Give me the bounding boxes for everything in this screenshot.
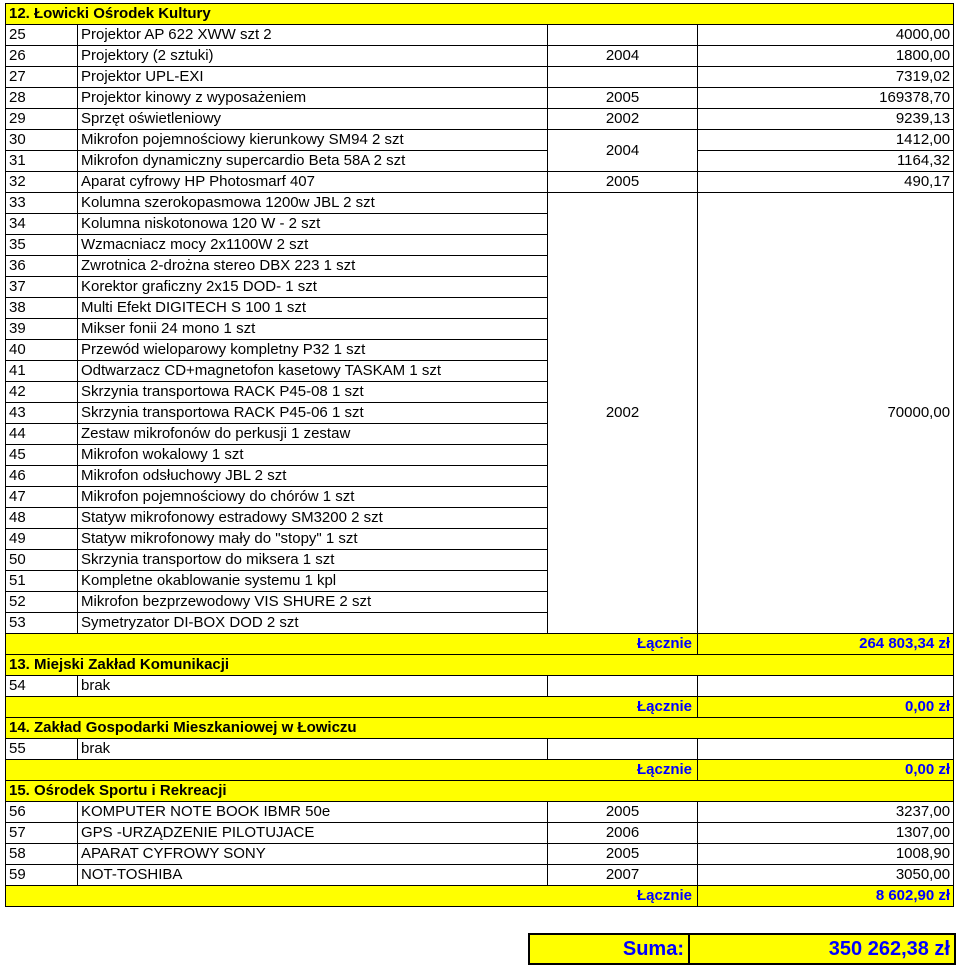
row-number: 55 xyxy=(6,739,78,760)
item-year xyxy=(548,67,698,88)
item-value: 1164,32 xyxy=(698,151,954,172)
table-row xyxy=(6,865,954,886)
table-row xyxy=(6,193,954,214)
row-number: 46 xyxy=(6,466,78,487)
group-value: 70000,00 xyxy=(698,193,954,634)
table-row xyxy=(6,823,954,844)
item-year: 2005 xyxy=(548,802,698,823)
item-name: Mikrofon pojemnościowy do chórów 1 szt xyxy=(78,487,548,508)
item-name: GPS -URZĄDZENIE PILOTUJACE xyxy=(78,823,548,844)
row-number: 38 xyxy=(6,298,78,319)
item-name: Aparat cyfrowy HP Photosmarf 407 xyxy=(78,172,548,193)
total-label: Łącznie xyxy=(6,634,698,655)
item-value: 4000,00 xyxy=(698,25,954,46)
item-year: 2002 xyxy=(548,109,698,130)
item-value: 169378,70 xyxy=(698,88,954,109)
row-number: 34 xyxy=(6,214,78,235)
item-name: Korektor graficzny 2x15 DOD- 1 szt xyxy=(78,277,548,298)
item-year: 2006 xyxy=(548,823,698,844)
table-row xyxy=(6,88,954,109)
row-number: 48 xyxy=(6,508,78,529)
row-number: 35 xyxy=(6,235,78,256)
table-row xyxy=(6,25,954,46)
table-row xyxy=(6,739,954,760)
item-year: 2005 xyxy=(548,172,698,193)
item-name: Mikser fonii 24 mono 1 szt xyxy=(78,319,548,340)
item-value: 3237,00 xyxy=(698,802,954,823)
item-name: Mikrofon wokalowy 1 szt xyxy=(78,445,548,466)
item-value: 490,17 xyxy=(698,172,954,193)
item-name: brak xyxy=(78,739,548,760)
section-title: 15. Ośrodek Sportu i Rekreacji xyxy=(6,781,954,802)
table-row xyxy=(6,109,954,130)
row-number: 27 xyxy=(6,67,78,88)
item-name: Odtwarzacz CD+magnetofon kasetowy TASKAM 1 szt xyxy=(78,361,548,382)
row-number: 25 xyxy=(6,25,78,46)
row-number: 32 xyxy=(6,172,78,193)
total-value: 264 803,34 zł xyxy=(698,634,954,655)
item-name: Zwrotnica 2-drożna stereo DBX 223 1 szt xyxy=(78,256,548,277)
row-number: 40 xyxy=(6,340,78,361)
item-year xyxy=(548,739,698,760)
table-row xyxy=(6,67,954,88)
item-name: Przewód wieloparowy kompletny P32 1 szt xyxy=(78,340,548,361)
row-number: 47 xyxy=(6,487,78,508)
total-row-12 xyxy=(6,634,954,655)
section-title: 13. Miejski Zakład Komunikacji xyxy=(6,655,954,676)
item-value: 9239,13 xyxy=(698,109,954,130)
item-name: Projektory (2 sztuki) xyxy=(78,46,548,67)
item-value xyxy=(698,676,954,697)
row-number: 41 xyxy=(6,361,78,382)
row-number: 39 xyxy=(6,319,78,340)
item-name: Projektor kinowy z wyposażeniem xyxy=(78,88,548,109)
section-header-12 xyxy=(6,4,954,25)
item-name: Mikrofon dynamiczny supercardio Beta 58A 2 szt xyxy=(78,151,548,172)
table-row xyxy=(6,802,954,823)
row-number: 53 xyxy=(6,613,78,634)
row-number: 29 xyxy=(6,109,78,130)
item-name: Projektor AP 622 XWW szt 2 xyxy=(78,25,548,46)
item-value xyxy=(698,739,954,760)
row-number: 44 xyxy=(6,424,78,445)
item-year: 2004 xyxy=(548,46,698,67)
row-number: 30 xyxy=(6,130,78,151)
row-number: 26 xyxy=(6,46,78,67)
row-number: 36 xyxy=(6,256,78,277)
inventory-table xyxy=(5,3,954,907)
item-name: APARAT CYFROWY SONY xyxy=(78,844,548,865)
item-name: Kompletne okablowanie systemu 1 kpl xyxy=(78,571,548,592)
item-name: Projektor UPL-EXI xyxy=(78,67,548,88)
item-name: Skrzynia transportow do miksera 1 szt xyxy=(78,550,548,571)
group-year: 2002 xyxy=(548,193,698,634)
item-name: Zestaw mikrofonów do perkusji 1 zestaw xyxy=(78,424,548,445)
item-year: 2007 xyxy=(548,865,698,886)
item-name: Symetryzator DI-BOX DOD 2 szt xyxy=(78,613,548,634)
total-label: Łącznie xyxy=(6,697,698,718)
item-value: 3050,00 xyxy=(698,865,954,886)
table-row xyxy=(6,151,954,172)
section-title: 14. Zakład Gospodarki Mieszkaniowej w Łowiczu xyxy=(6,718,954,739)
row-number: 43 xyxy=(6,403,78,424)
row-number: 31 xyxy=(6,151,78,172)
item-year: 2005 xyxy=(548,88,698,109)
item-name: KOMPUTER NOTE BOOK IBMR 50e xyxy=(78,802,548,823)
section-header-13 xyxy=(6,655,954,676)
item-name: Mikrofon pojemnościowy kierunkowy SM94 2 szt xyxy=(78,130,548,151)
grand-total-label: Suma: xyxy=(529,934,689,964)
item-name: NOT-TOSHIBA xyxy=(78,865,548,886)
table-row xyxy=(6,172,954,193)
row-number: 54 xyxy=(6,676,78,697)
item-name: Sprzęt oświetleniowy xyxy=(78,109,548,130)
row-number: 57 xyxy=(6,823,78,844)
row-number: 56 xyxy=(6,802,78,823)
total-value: 8 602,90 zł xyxy=(698,886,954,907)
total-label: Łącznie xyxy=(6,760,698,781)
item-year xyxy=(548,676,698,697)
grand-total-value: 350 262,38 zł xyxy=(689,934,955,964)
item-name: Statyw mikrofonowy mały do "stopy" 1 szt xyxy=(78,529,548,550)
section-title: 12. Łowicki Ośrodek Kultury xyxy=(6,4,954,25)
row-number: 50 xyxy=(6,550,78,571)
row-number: 52 xyxy=(6,592,78,613)
total-row-14 xyxy=(6,760,954,781)
total-row-13 xyxy=(6,697,954,718)
item-value: 7319,02 xyxy=(698,67,954,88)
section-header-15 xyxy=(6,781,954,802)
item-value: 1307,00 xyxy=(698,823,954,844)
row-number: 49 xyxy=(6,529,78,550)
table-row xyxy=(6,844,954,865)
total-label: Łącznie xyxy=(6,886,698,907)
item-year: 2004 xyxy=(548,130,698,172)
section-header-14 xyxy=(6,718,954,739)
grand-total-box xyxy=(528,933,956,965)
total-row-15 xyxy=(6,886,954,907)
row-number: 42 xyxy=(6,382,78,403)
row-number: 37 xyxy=(6,277,78,298)
item-year: 2005 xyxy=(548,844,698,865)
item-name: Kolumna niskotonowa 120 W - 2 szt xyxy=(78,214,548,235)
item-name: Skrzynia transportowa RACK P45-08 1 szt xyxy=(78,382,548,403)
item-name: Mikrofon odsłuchowy JBL 2 szt xyxy=(78,466,548,487)
total-value: 0,00 zł xyxy=(698,697,954,718)
grand-total-row xyxy=(529,934,955,964)
item-value: 1412,00 xyxy=(698,130,954,151)
row-number: 58 xyxy=(6,844,78,865)
item-name: Skrzynia transportowa RACK P45-06 1 szt xyxy=(78,403,548,424)
row-number: 59 xyxy=(6,865,78,886)
item-name: brak xyxy=(78,676,548,697)
total-value: 0,00 zł xyxy=(698,760,954,781)
table-row xyxy=(6,676,954,697)
item-name: Kolumna szerokopasmowa 1200w JBL 2 szt xyxy=(78,193,548,214)
item-name: Statyw mikrofonowy estradowy SM3200 2 szt xyxy=(78,508,548,529)
row-number: 51 xyxy=(6,571,78,592)
item-name: Multi Efekt DIGITECH S 100 1 szt xyxy=(78,298,548,319)
row-number: 33 xyxy=(6,193,78,214)
item-name: Mikrofon bezprzewodowy VIS SHURE 2 szt xyxy=(78,592,548,613)
item-value: 1008,90 xyxy=(698,844,954,865)
item-name: Wzmacniacz mocy 2x1100W 2 szt xyxy=(78,235,548,256)
row-number: 45 xyxy=(6,445,78,466)
item-year xyxy=(548,25,698,46)
row-number: 28 xyxy=(6,88,78,109)
table-row xyxy=(6,46,954,67)
item-value: 1800,00 xyxy=(698,46,954,67)
table-row xyxy=(6,130,954,151)
